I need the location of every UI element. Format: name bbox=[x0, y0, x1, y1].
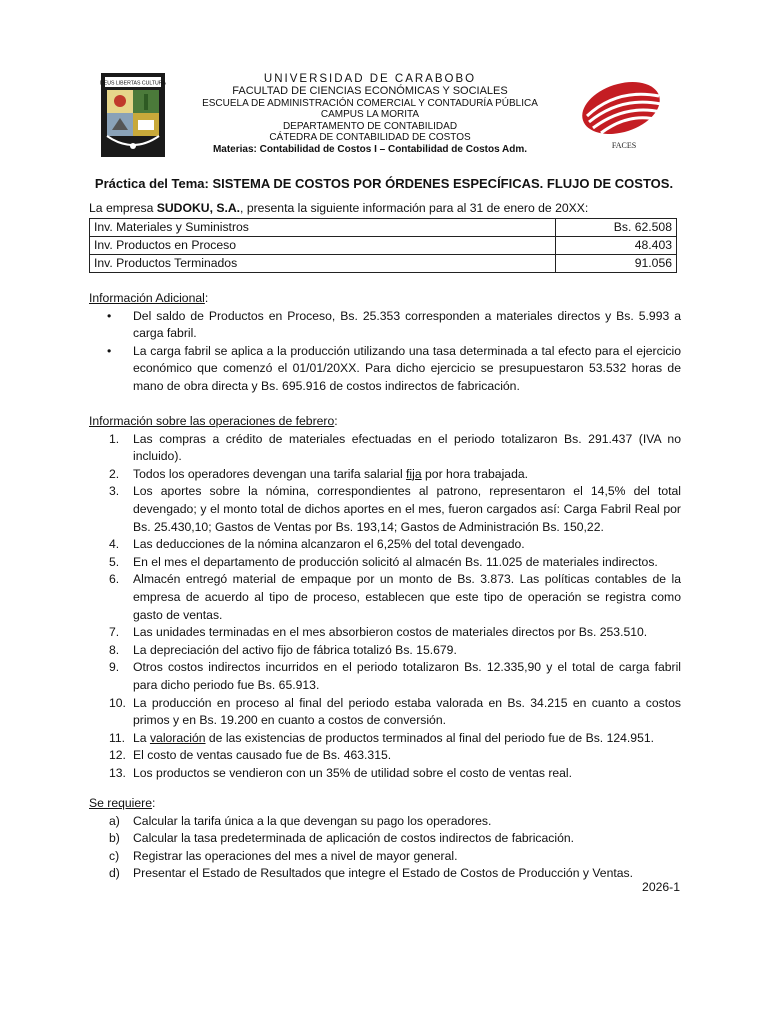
operations-section bbox=[89, 413, 681, 782]
list-item: 7. Las unidades terminadas en el mes absorbieron costos de materiales directos por Bs. 253.510. bbox=[109, 625, 648, 640]
list-item: • La carga fabril se aplica a la producción utilizando una tasa determinada a tal efecto para el ejercicio económico que comenzó el 01/01/20XX. Para dicho ejercicio se presupuestaron 53.532 horas de mano de obra directa y Bs. 695.916 de costos indirectos de fabricación. bbox=[89, 343, 681, 396]
company-name: SUDOKU, S.A. bbox=[156, 201, 241, 215]
list-item: 10. La producción en proceso al final del periodo estaba valorada en Bs. 34.215 en cuanto a costos primos y en Bs. 19.200 en cuanto a costos de conversión. bbox=[109, 695, 681, 728]
inventory-table bbox=[89, 218, 677, 273]
practice-title: Práctica del Tema: SISTEMA DE COSTOS POR ÓRDENES ESPECÍFICAS. FLUJO DE COSTOS. bbox=[94, 176, 674, 191]
faces-logo bbox=[567, 78, 681, 152]
requirements-section bbox=[89, 795, 681, 883]
inventory-label: Inv. Productos en Proceso bbox=[90, 237, 556, 255]
department-name: DEPARTAMENTO DE CONTABILIDAD bbox=[282, 120, 458, 132]
list-item: • Del saldo de Productos en Proceso, Bs. 25.353 corresponden a materiales directos y Bs. 5.993 a carga fabril. bbox=[89, 308, 681, 343]
school-name: ESCUELA DE ADMINISTRACIÓN COMERCIAL Y CONTADURÍA PÚBLICA bbox=[202, 97, 538, 109]
intro-paragraph bbox=[89, 200, 681, 218]
list-item: 1. Las compras a crédito de materiales efectuadas en el periodo totalizaron Bs. 291.437 (IVA no incluido). bbox=[109, 431, 681, 464]
table-row bbox=[90, 255, 677, 273]
list-item: 9. Otros costos indirectos incurridos en el periodo totalizaron Bs. 12.335,90 y el total de carga fabril para dicho periodo fue Bs. 65.913. bbox=[109, 660, 681, 692]
list-item: 2. Todos los operadores devengan una tarifa salarial fija por hora trabajada. bbox=[109, 466, 529, 481]
table-row bbox=[90, 219, 677, 237]
institution-header bbox=[170, 72, 570, 156]
inventory-amount: 91.056 bbox=[556, 255, 677, 273]
intro-before: La empresa bbox=[89, 201, 157, 215]
list-item: 5. En el mes el departamento de producción solicitó al almacén Bs. 11.025 de materiales indirectos. bbox=[109, 554, 658, 569]
document-code: 2026-1 bbox=[642, 880, 680, 894]
list-item: d) Presentar el Estado de Resultados que integre el Estado de Costos de Producción y Ventas. bbox=[109, 866, 633, 881]
university-name: UNIVERSIDAD DE CARABOBO bbox=[263, 73, 477, 85]
list-item: 3. Los aportes sobre la nómina, correspondientes al patrono, representaron el 14,5% del total devengado; y el monto total de dichos aportes en el mes, fueron cargados así: Carga Fabril Real por Bs. 25.430,10; Gastos de Ventas por Bs. 193,14; Gastos de Administración Bs. 150,22. bbox=[109, 484, 681, 534]
chair-name: CÁTEDRA DE CONTABILIDAD DE COSTOS bbox=[269, 132, 471, 144]
additional-info-heading: Información Adicional: bbox=[89, 291, 209, 305]
list-item: 6. Almacén entregó material de empaque por un monto de Bs. 3.873. Las políticas contables de la empresa de acuerdo al tipo de proceso, establecen que este tipo de operación se registra como gasto de ventas. bbox=[109, 572, 681, 622]
list-item: 12. El costo de ventas causado fue de Bs. 463.315. bbox=[109, 748, 392, 763]
inventory-label: Inv. Materiales y Suministros bbox=[90, 219, 556, 237]
additional-info-section bbox=[89, 290, 681, 396]
inventory-label: Inv. Productos Terminados bbox=[90, 255, 556, 273]
campus-name: CAMPUS LA MORITA bbox=[320, 109, 420, 121]
university-shield-logo bbox=[100, 72, 166, 158]
intro-after: , presenta la siguiente información para al 31 de enero de 20XX: bbox=[240, 201, 589, 215]
faculty-name: FACULTAD DE CIENCIAS ECONÓMICAS Y SOCIALES bbox=[232, 85, 508, 97]
list-item: 11. La valoración de las existencias de productos terminados al final del periodo fue de Bs. 124.951. bbox=[109, 730, 655, 745]
shield-motto: DEUS LIBERTAS CULTURA bbox=[100, 80, 166, 87]
requirements-heading: Se requiere: bbox=[89, 796, 156, 810]
subjects-line: Materias: Contabilidad de Costos I – Contabilidad de Costos Adm. bbox=[212, 143, 528, 155]
faces-logo-text: FACES bbox=[611, 141, 637, 150]
inventory-amount: Bs. 62.508 bbox=[556, 219, 677, 237]
inventory-amount: 48.403 bbox=[556, 237, 677, 255]
list-item: 8. La depreciación del activo fijo de fábrica totalizó Bs. 15.679. bbox=[109, 642, 457, 657]
list-item: a) Calcular la tarifa única a la que devengan su pago los operadores. bbox=[109, 813, 492, 828]
list-item: 4. Las deducciones de la nómina alcanzaron el 6,25% del total devengado. bbox=[109, 537, 525, 552]
list-item: b) Calcular la tasa predeterminada de aplicación de costos indirectos de fabricación. bbox=[109, 831, 575, 846]
table-row bbox=[90, 237, 677, 255]
list-item: c) Registrar las operaciones del mes a nivel de mayor general. bbox=[109, 848, 458, 863]
list-item: 13. Los productos se vendieron con un 35% de utilidad sobre el costo de ventas real. bbox=[109, 765, 573, 780]
operations-heading: Información sobre las operaciones de febrero: bbox=[89, 414, 338, 428]
